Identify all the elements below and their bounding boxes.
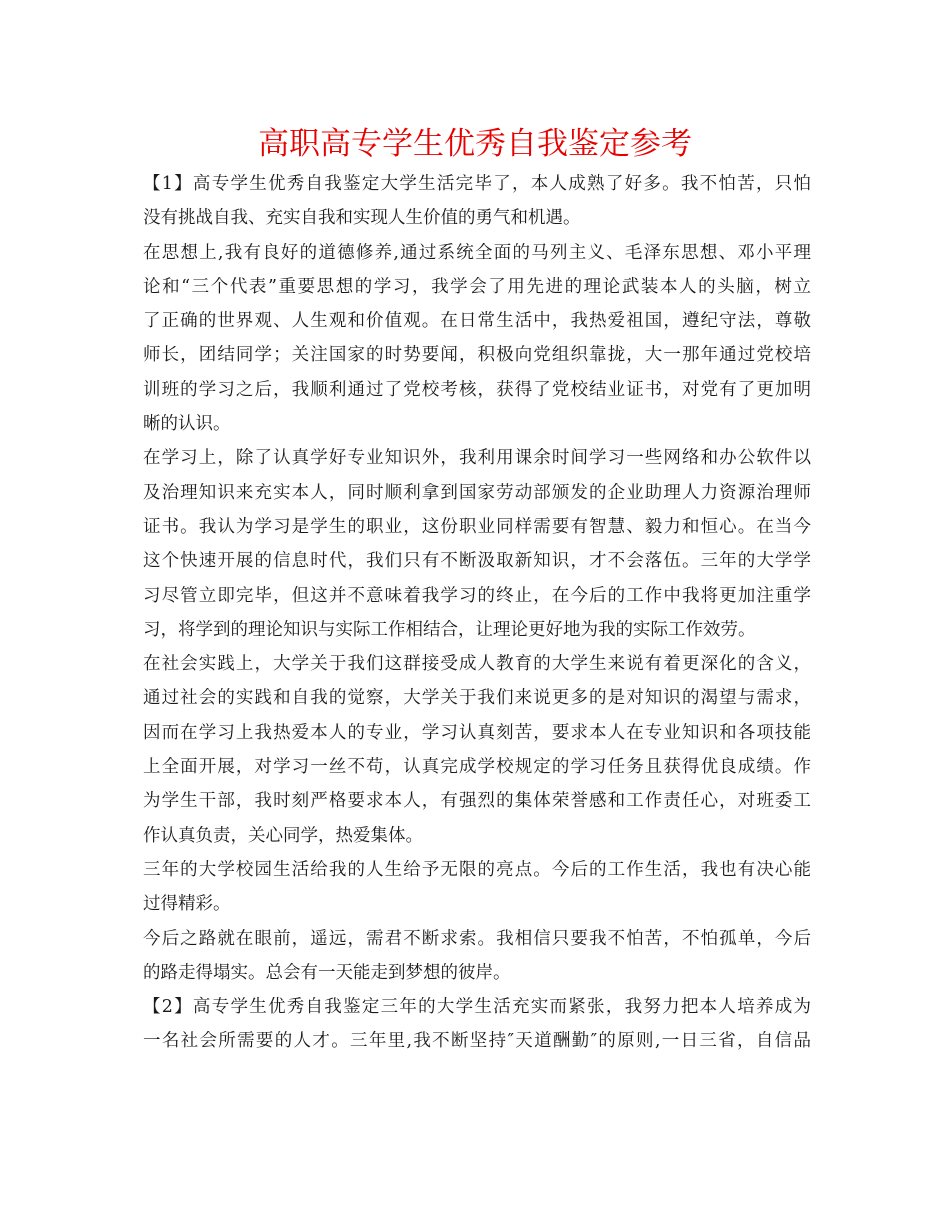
text-line: 上全面开展，对学习一丝不苟，认真完成学校规定的学习任务且获得优良成绩。作 — [143, 757, 811, 778]
text-line: 作认真负责，关心同学，热爱集体。 — [143, 825, 423, 846]
text-line: 【2】高专学生优秀自我鉴定三年的大学生活充实而紧张，我努力把本人培养成为 — [143, 997, 811, 1018]
text-line: 在学习上，除了认真学好专业知识外，我利用课余时间学习一些网络和办公软件以 — [143, 448, 811, 469]
text-line: 为学生干部，我时刻严格要求本人，有强烈的集体荣誉感和工作责任心，对班委工 — [143, 791, 811, 812]
text-line: 了正确的世界观、人生观和价值观。在日常生活中，我热爱祖国，遵纪守法，尊敬 — [143, 311, 811, 332]
text-line: 证书。我认为学习是学生的职业，这份职业同样需要有智慧、毅力和恒心。在当今 — [143, 516, 811, 537]
text-line: 的路走得塌实。总会有一天能走到梦想的彼岸。 — [143, 962, 511, 983]
document-body — [143, 167, 811, 1059]
text-line: 通过社会的实践和自我的觉察，大学关于我们来说更多的是对知识的渴望与需求， — [143, 688, 811, 709]
text-line: 在社会实践上，大学关于我们这群接受成人教育的大学生来说有着更深化的含义， — [143, 654, 811, 675]
text-line: 因而在学习上我热爱本人的专业，学习认真刻苦，要求本人在专业知识和各项技能 — [143, 722, 811, 743]
text-line: 习，将学到的理论知识与实际工作相结合，让理论更好地为我的实际工作效劳。 — [143, 619, 756, 640]
text-line: 一名社会所需要的人才。三年里,我不断坚持″天道酬勤″的原则,一日三省，自信品 — [143, 1031, 811, 1052]
text-line: 师长，团结同学；关注国家的时势要闻，积极向党组织靠拢，大一那年通过党校培 — [143, 345, 811, 366]
text-line: 习尽管立即完毕，但这并不意味着我学习的终止，在今后的工作中我将更加注重学 — [143, 585, 811, 606]
text-line: 【1】高专学生优秀自我鉴定大学生活完毕了，本人成熟了好多。我不怕苦，只怕 — [143, 174, 811, 194]
text-line: 没有挑战自我、充实自我和实现人生价值的勇气和机遇。 — [143, 208, 581, 229]
text-line: 及治理知识来充实本人，同时顺利拿到国家劳动部颁发的企业助理人力资源治理师 — [143, 482, 811, 503]
text-line: 在思想上,我有良好的道德修养,通过系统全面的马列主义、毛泽东思想、邓小平理 — [143, 242, 811, 263]
text-line: 训班的学习之后，我顺利通过了党校考核，获得了党校结业证书，对党有了更加明 — [143, 379, 811, 400]
text-line: 今后之路就在眼前，遥远，需君不断求索。我相信只要我不怕苦，不怕孤单，今后 — [143, 928, 811, 949]
document-title: 高职高专学生优秀自我鉴定参考 — [258, 126, 692, 162]
text-line: 论和“三个代表”重要思想的学习，我学会了用先进的理论武装本人的头脑，树立 — [143, 276, 811, 297]
text-line: 过得精彩。 — [143, 894, 231, 915]
text-line: 这个快速开展的信息时代，我们只有不断汲取新知识，才不会落伍。三年的大学学 — [143, 551, 811, 572]
text-line: 晰的认识。 — [143, 414, 231, 435]
text-line: 三年的大学校园生活给我的人生给予无限的亮点。今后的工作生活，我也有决心能 — [143, 859, 811, 880]
